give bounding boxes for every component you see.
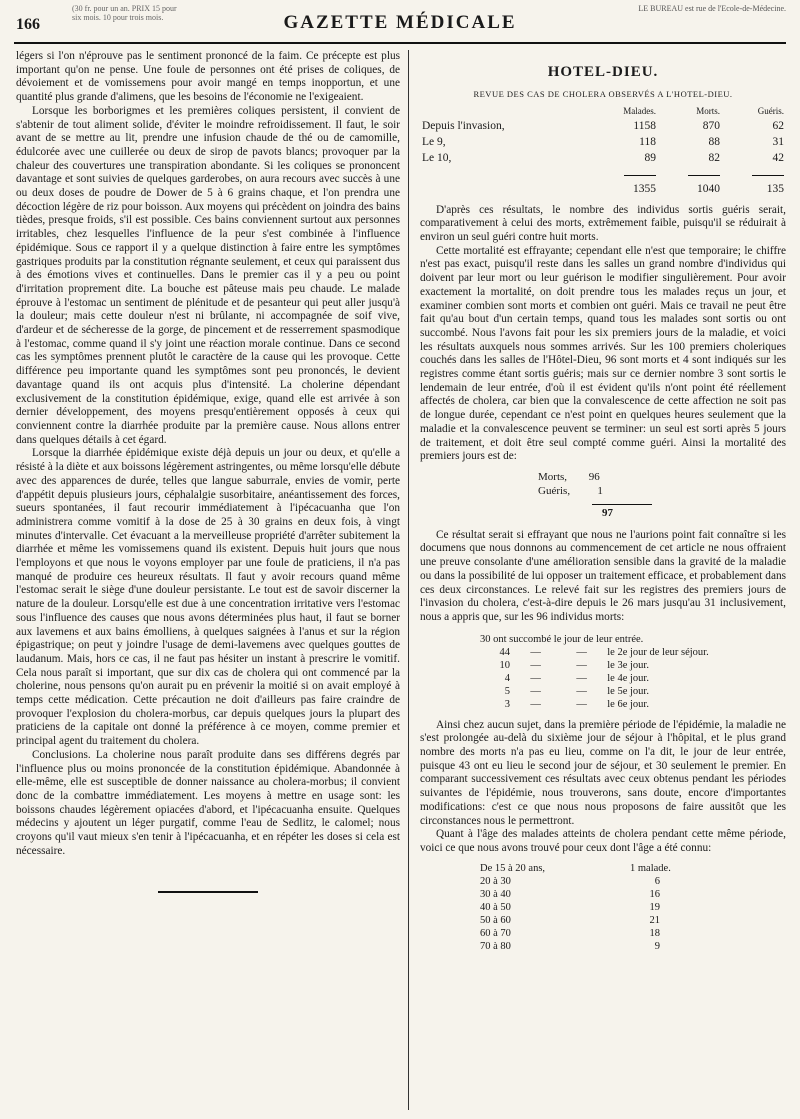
cell-morts: 88 — [708, 135, 720, 148]
age-range: 20 à 30 — [480, 875, 511, 887]
journal-title: GAZETTE MÉDICALE — [283, 12, 517, 33]
deaths-day: le 5e jour. — [607, 685, 649, 697]
summary-total — [602, 504, 786, 521]
cell-gueris: 31 — [772, 135, 784, 148]
age-range: 30 à 40 — [480, 888, 511, 900]
right-column — [420, 50, 786, 953]
age-count: 6 — [654, 875, 660, 887]
age-count: 21 — [649, 914, 660, 926]
dash: — — [530, 672, 541, 684]
total-malades: 1355 — [633, 182, 656, 195]
deaths-count: 10 — [499, 659, 510, 671]
cell-malades: 89 — [644, 151, 656, 164]
age-range: 60 à 70 — [480, 927, 511, 939]
table-total-row — [420, 182, 786, 198]
age-row — [480, 940, 786, 953]
age-count: 19 — [649, 901, 660, 913]
dash: — — [530, 685, 541, 697]
table-row — [420, 135, 786, 151]
age-row — [480, 901, 786, 914]
conclusions-paragraph: Conclusions. La cholerine nous paraît produite dans ses différens degrés par l'influence plus ou moins prononcée de la constitution épidémique. Abandonnée à elle-même, elle est susceptible de donner naissance au cholera-morbus; il convient donc de la combattre immédiatement. Les moyens à mettre en usage sont: les boissons chaudes légèrement opiacées d'abord, et l'ipécacuanha ensuite. Quelques médecins y ajoutent un léger purgatif, comme l'eau de Sedlitz, le calomel; nous croyons qu'il vaut mieux s'en tenir à l'ipécacuanha, et en répéter les doses si cela est nécessaire. — [16, 748, 400, 857]
cell-gueris: 42 — [772, 151, 784, 164]
section-title: HOTEL-DIEU. — [547, 64, 659, 80]
bureau-note: LE BUREAU est rue de l'Ecole-de-Médecine. — [638, 4, 786, 13]
table-header: Guéris. — [757, 106, 784, 117]
left-column — [16, 50, 400, 898]
age-range: 50 à 60 — [480, 914, 511, 926]
deaths-count: 44 — [499, 646, 510, 658]
dash: — — [530, 646, 541, 658]
table-header: Morts. — [696, 106, 720, 117]
paragraph: Quant à l'âge des malades atteints de cholera pendant cette même période, voici ce que nous avons trouvé pour ceux dont l'âge a été connu: — [420, 828, 786, 854]
dash: — — [576, 698, 587, 710]
table-header — [420, 105, 594, 119]
summary-label: Guéris, — [538, 484, 571, 497]
dash: — — [576, 646, 587, 658]
summary-value: 1 — [597, 484, 603, 497]
age-count: 16 — [649, 888, 660, 900]
age-range: 40 à 50 — [480, 901, 511, 913]
dash: — — [530, 698, 541, 710]
age-range: 70 à 80 — [480, 940, 511, 952]
cases-table — [420, 105, 786, 197]
age-count: 1 malade. — [630, 862, 671, 874]
cell-morts: 82 — [708, 151, 720, 164]
age-count: 9 — [654, 940, 660, 952]
paragraph: Lorsque les borborigmes et les premières coliques persistent, il convient de s'abtenir de tout aliment solide, d'éviter le moindre refroidissement. Il faut, le soir avant de se mettre au lit, prendre une infusion chaude de thé ou de camomille, édulcorée avec une cuillerée ou deux de sirop de pavots blancs; provoquer par la chaleur des couvertures une transpiration abondante. Si les coliques se prononcent davantage et sont suivies de quelques garderobes, on aura recours avec succès à une ou deux doses de poudre de Dower de 5 à 6 grains chaque, et l'on prendra une décoction légère de riz pour boisson. Aux moyens qui précèdent on joindra des bains tièdes, presque froids, s'il est possible. Ces bains conviennent surtout aux personnes irritables, chez lesquelles l'influence de la peur s'est combinée à l'influence épidémique. Sous ce rapport il y a quelque distinction à faire entre les symptômes gastriques produits par la constitution régnante seulement, et ceux qui paraissent dus à des émotions vives et continuelles. Dans le premier cas il y a peu ou point d'irritation proprement dite. La bouche est pâteuse mais peu chaude. Le malade éprouve à l'estomac un sentiment de plénitude et de pesanteur qui peut aller jusqu'à la douleur; mais cette douleur n'est ni brûlante, ni accompagnée de soif vive, d'ardeur et de sécheresse de la gorge, de pincement et de resserrement spasmodique à l'estomac, comme quand il s'y joint une réaction morale continue. Dans ce second cas les symptômes prennent plutôt le caractère de la cause qui les provoque. Cette différence peu importante quand les symptômes sont peu prononcés, le devient davantage quand ils ont acquis plus d'intensité. La cholerine dépendant exclusivement de la constitution épidémique, exige, quand elle est arrivée à son dernier développement, des moyens presqu'entièrement opposés à ceux qui conviennent contre la diarrhée produite par la première cause. Nous allons entrer dans quelques détails à cet égard. — [16, 104, 400, 446]
summary-label: Morts, — [538, 470, 568, 483]
deaths-row — [480, 685, 786, 698]
age-row — [480, 914, 786, 927]
deaths-count: 5 — [504, 685, 510, 697]
subscription-note: (30 fr. pour un an. PRIX 15 pour six mois. 10 pour trois mois. — [72, 4, 177, 22]
paragraph: légers si l'on n'éprouve pas le sentiment prononcé de la faim. Ce précepte est plus important qu'on ne pense. Une foule de personnes ont été prises de coliques, de dévoiement et de vomissemens pour avoir mangé en temps inopportun, et une quantité plus grande d'alimens, que les besoins de l'économie ne l'exigeaient. — [16, 50, 400, 104]
cell-malades: 1158 — [633, 120, 656, 133]
table-row — [420, 119, 786, 135]
page-number: 166 — [16, 16, 40, 33]
ornament-rule — [16, 884, 400, 898]
cell-gueris: 62 — [772, 120, 784, 133]
age-count: 18 — [649, 927, 660, 939]
summary-row — [538, 470, 786, 484]
dash: — — [576, 672, 587, 684]
deaths-row — [480, 659, 786, 672]
row-label: Depuis l'invasion, — [422, 120, 505, 133]
cell-morts: 870 — [702, 120, 720, 133]
paragraph: D'après ces résultats, le nombre des individus sortis guéris serait, comparativement à celui des morts, extrêmement faible, puisqu'il se réduirait à environ un seul guéri contre huit morts. — [420, 203, 786, 244]
deaths-day: le 4e jour. — [607, 672, 649, 684]
total-gueris: 135 — [766, 182, 784, 195]
deaths-first-row: 30 ont succombé le jour de leur entrée. — [480, 633, 644, 645]
deaths-day: le 3e jour. — [607, 659, 649, 671]
age-distribution — [480, 862, 786, 953]
table-header-row — [420, 105, 786, 119]
page-header — [14, 4, 786, 44]
age-row — [480, 862, 786, 875]
table-header: Malades. — [623, 106, 656, 117]
row-label: Le 10, — [422, 151, 452, 164]
deaths-row — [480, 646, 786, 659]
deaths-row — [480, 698, 786, 711]
deaths-count: 4 — [504, 672, 510, 684]
cell-malades: 118 — [639, 135, 656, 148]
age-row — [480, 875, 786, 888]
column-divider — [408, 50, 410, 1110]
paragraph: Ainsi chez aucun sujet, dans la première période de l'épidémie, la maladie ne s'est prolongée au-delà du sixième jour de séjour à l'hôpital, et le plus grand nombre des morts n'a pas eu lieu, comme on l'a dit, le jour de leur entrée, puisque 43 ont eu lieu le second jour de séjour, et 30 seulement le premier. En comparant successivement ces résultats avec ceux obtenus pendant les périodes suivantes de l'épidémie, nous trouverons, sans doute, encore d'importantes modifications: c'est ce que nous nous proposons de faire aussitôt que les circonstances nous le permettront. — [420, 718, 786, 827]
dash: — — [530, 659, 541, 671]
age-row — [480, 927, 786, 940]
summary-row — [538, 484, 786, 498]
table-rule — [420, 166, 786, 182]
section-subtitle: REVUE DES CAS DE CHOLERA OBSERVÉS A L'HOTEL-DIEU. — [473, 88, 733, 99]
table-row — [420, 151, 786, 167]
deaths-by-day — [480, 633, 786, 711]
paragraph: Lorsque la diarrhée épidémique existe déjà depuis un jour ou deux, et qu'elle a résisté à la diète et aux boissons légèrement astringentes, ou même lorsqu'elle débute avec des apparences de durée, telles que langue saburrale, envies de vomir, perte d'appétit depuis plusieurs jours, céphalalgie susorbitaire, anéantissement des forces, sueurs spontanées, il faut recourir immédiatement à l'ipécacuanha que l'on administrera comme vomitif à la dose de 25 à 30 grains en deux fois, à vingt minutes d'intervalle. Cet évacuant a la merveilleuse propriété d'arrêter subitement la diarrhée et même les vomissemens quand ils existent. Depuis huit jours que nous l'employons et que nous le voyons employer par une foule de praticiens, il n'a pas manqué de produire ces heureux résultats. Il faut y avoir recours quand même l'estomac serait le siège d'une douleur persistante. Le tout est de savoir discerner la nature de la douleur. Lorsqu'elle est due à une concentration irritative vers l'estomac sous l'influence des causes que nous avons déterminées plus haut, il faut se borner aux lavemens et aux bains émolliens, à quelques saignées à l'anus et sur la région épigastrique; on peut y joindre l'usage de demi-lavemens avec quelques gouttes de laudanum. Mais, hors ce cas, il ne faut pas hésiter un instant à prescrire le vomitif. Cela nous paraît si important, que sur dix cas de cholera qui ont commencé par la cholerine, nous pensons qu'on aurait pu en prévenir la moitié si on avait employé à temps cette médication. Cette précaution ne doit d'ailleurs pas faire craindre de provoquer l'explosion du cholera-morbus, car depuis quelques jours la plupart des praticiens de la capitale ont donné la préférence à ce moyen, comme premier et principal agent du traitement du cholera. — [16, 447, 400, 748]
mortality-summary — [538, 470, 786, 498]
dash: — — [576, 659, 587, 671]
deaths-day: le 6e jour. — [607, 698, 649, 710]
paragraph: Cette mortalité est effrayante; cependant elle n'est que temporaire; le chiffre n'est pas exact, puisqu'il reste dans les salles un grand nombre d'individus qui doivent par leur mort ou leur guérison le modifier singulièrement. Pour avoir exactement la mortalité, on doit prendre tous les malades reçus un jour, et examiner combien sont morts et combien ont guéri. Mais ce travail ne peut être fait qu'au bout d'un certain temps, quand tous les malades sont sortis ou ont succombé. Nous l'avons fait pour les six premiers jours de la maladie, et voici les résultats auxquels nous sommes arrivés. Sur les 100 premiers choleriques couchés dans les salles de l'Hôtel-Dieu, 96 sont morts et 4 sont indiqués sur les registres comme étant sortis guéris; mais sur ce dernier nombre 3 sont sortis le lendemain de leur entrée, d'où il est évident qu'ils n'ont point été réellement affectés de cholera, car bien que la convalescence de cette affection ne soit pas de longue durée, cependant ce n'est point en quelques heures seulement que la maladie et la convalescence peuvent se terminer: un seul est sorti après 5 jours de traitement, et doit être seul compté comme guéri. Ainsi la mortalité des premiers jours est de: — [420, 244, 786, 463]
deaths-count: 3 — [504, 698, 510, 710]
deaths-row — [480, 672, 786, 685]
dash: — — [576, 685, 587, 697]
total-morts: 1040 — [697, 182, 720, 195]
deaths-day: le 2e jour de leur séjour. — [607, 646, 709, 658]
row-label: Le 9, — [422, 135, 446, 148]
age-range: De 15 à 20 ans, — [480, 862, 546, 874]
summary-total-value: 97 — [602, 506, 613, 519]
summary-value: 96 — [588, 470, 600, 483]
paragraph: Ce résultat serait si effrayant que nous ne l'aurions point fait connaître si les documens que nous donnons au commencement de cet article ne nous offraient une preuve consolante d'une amélioration sensible dans la gravité de la maladie ou dans la possibilité de lui opposer un traitement efficace, et probablement dans ces deux circonstances. Le relevé fait sur les registres des premiers jours de l'invasion du cholera, c'est-à-dire depuis le 26 mars jusqu'au 31 inclusivement, nous a appris que, sur les 96 individus morts: — [420, 528, 786, 623]
age-row — [480, 888, 786, 901]
